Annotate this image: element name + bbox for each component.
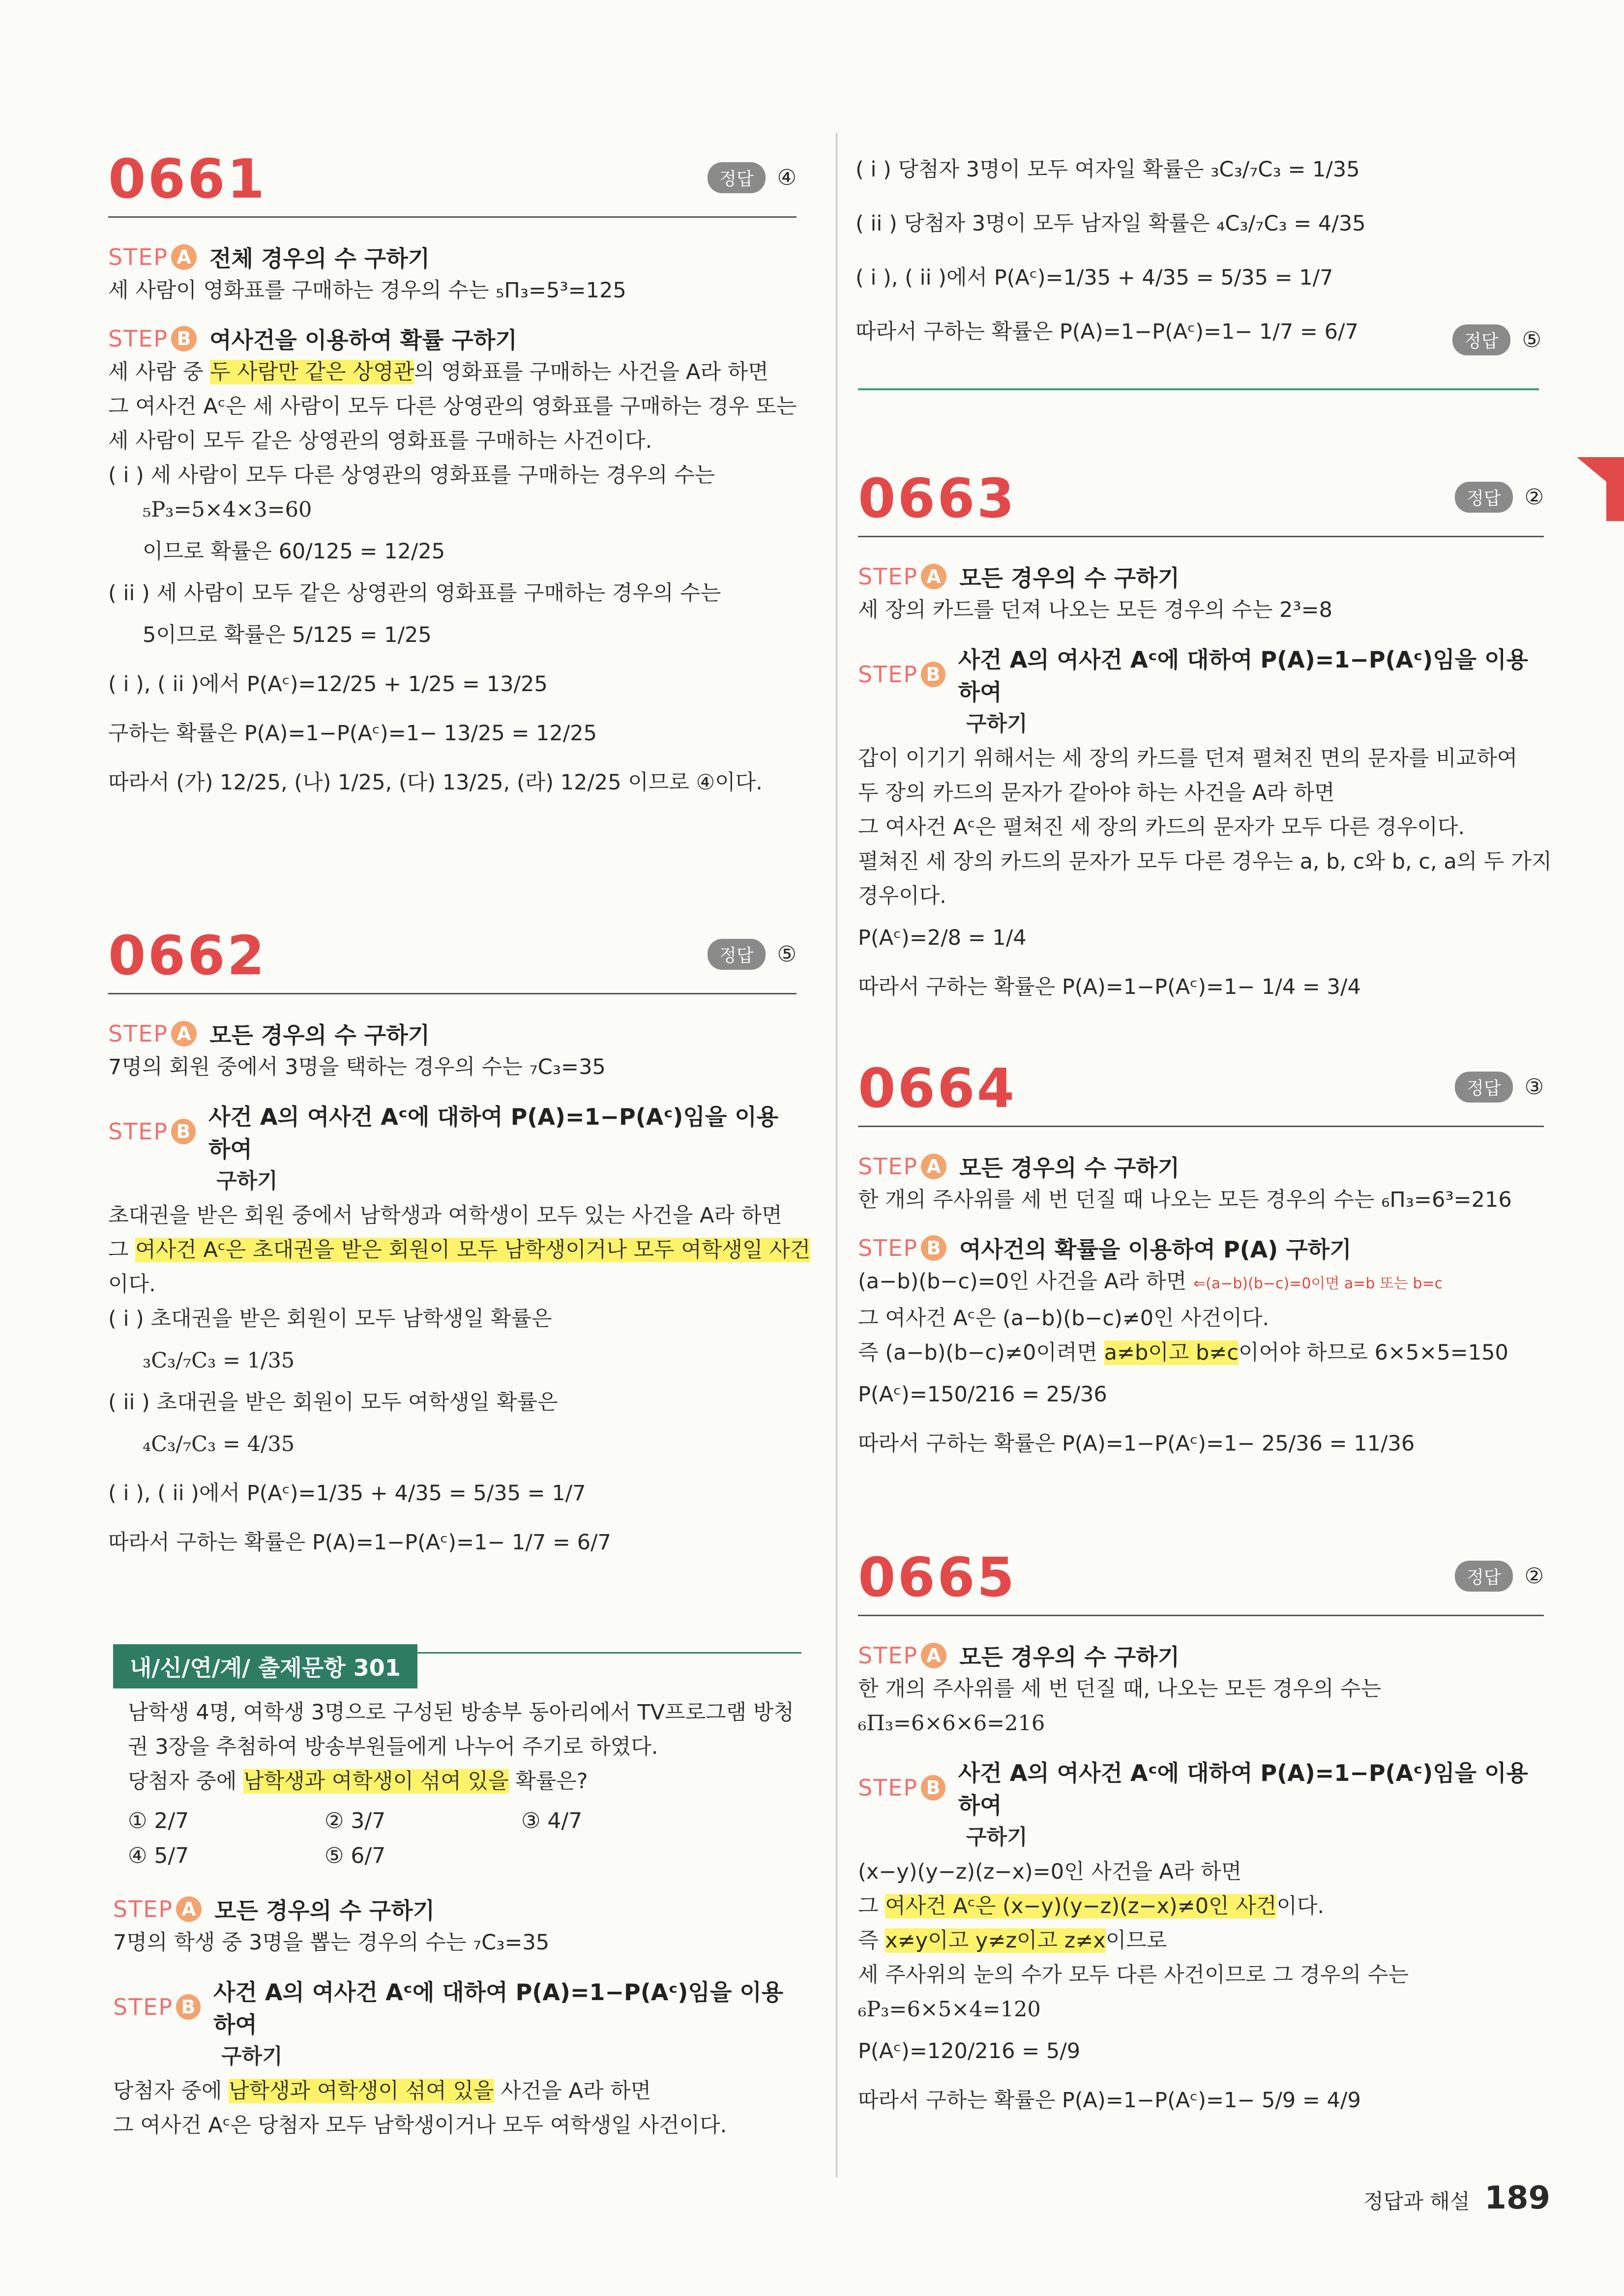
step-letter: A (921, 1154, 946, 1179)
step-title-cont: 구하기 (221, 2044, 283, 2069)
problem-0664 (858, 1057, 1544, 1456)
question-body (113, 1695, 801, 1868)
step-title-cont: 구하기 (966, 1825, 1028, 1850)
problem-rule (858, 536, 1544, 537)
text: 의 영화표를 구매하는 사건을 A라 하면 (414, 360, 768, 384)
solution-line: ( ii ) 당첨자 3명이 모두 남자일 확률은 ₄C₃/₇C₃ = 4/35 (856, 211, 1366, 236)
solution-line: 갑이 이기기 위해서는 세 장의 카드를 던져 펼쳐진 면의 문자를 비교하여 (858, 746, 1518, 771)
choices-row-2 (128, 1843, 801, 1868)
text: 사건을 A라 하면 (494, 2079, 651, 2103)
solution-line: 경우이다. (858, 884, 946, 908)
solution-line: 7명의 학생 중 3명을 뽑는 경우의 수는 ₇C₃=35 (113, 1930, 550, 1955)
box-solution (113, 1893, 801, 2143)
solution-body (858, 1625, 1544, 2125)
solution-line: 초대권을 받은 회원 중에서 남학생과 여학생이 모두 있는 사건을 A라 하면 (108, 1203, 782, 1228)
text: 즉 (a−b)(b−c)≠0이려면 (858, 1340, 1104, 1365)
highlight: a≠b이고 b≠c (1104, 1340, 1239, 1365)
page-number: 189 (1484, 2180, 1550, 2216)
step-a (113, 1893, 801, 1925)
answer-value: ③ (1524, 1075, 1544, 1100)
solution-line (858, 1923, 1544, 1958)
problem-number: 0663 (858, 467, 1017, 530)
solution-line: 따라서 구하는 확률은 P(A)=1−P(Aᶜ)=1− 1/4 = 3/4 (858, 975, 1361, 999)
solution-line: 따라서 구하는 확률은 P(A)=1−P(Aᶜ)=1− 1/7 = 6/7 (108, 1530, 611, 1555)
solution-line: P(Aᶜ)=120/216 = 5/9 (858, 2039, 1081, 2063)
step-tag: STEP (858, 1153, 918, 1180)
answer-badge: 정답 (708, 162, 766, 193)
solution-line: 세 사람이 모두 같은 상영관의 영화표를 구매하는 사건이다. (108, 429, 652, 453)
step-b (858, 1232, 1544, 1264)
solution-line: 따라서 구하는 확률은 P(A)=1−P(Aᶜ)=1− 25/36 = 11/36 (858, 1431, 1415, 1456)
step-a (858, 1150, 1544, 1183)
text: 이어야 하므로 6×5×5=150 (1239, 1340, 1508, 1365)
step-a (858, 1639, 1544, 1672)
problem-rule (108, 993, 797, 994)
solution-line: 펼쳐진 세 장의 카드의 문자가 모두 다른 경우는 a, b, c와 b, c, a의 두 가지 (858, 849, 1552, 874)
step-letter: A (176, 1896, 202, 1922)
solution-line: ( i ), ( ii )에서 P(Aᶜ)=1/35 + 4/35 = 5/35 = 1/7 (856, 265, 1333, 290)
text: 그 (858, 1894, 886, 1918)
problem-number: 0661 (108, 147, 267, 210)
answer-label (1452, 324, 1541, 355)
step-b (108, 322, 797, 355)
solution-line: P(Aᶜ)=2/8 = 1/4 (858, 926, 1027, 950)
problem-0665 (858, 1546, 1544, 2113)
solution-body (108, 1003, 811, 1567)
choices-row-1 (128, 1808, 801, 1833)
step-tag: STEP (858, 563, 918, 590)
solution-line (858, 1264, 1544, 1301)
problem-rule (108, 216, 797, 218)
question-line: 권 3장을 추첨하여 방송부원들에게 나누어 주기로 하였다. (128, 1735, 658, 1759)
solution-line: 세 주사위의 눈의 수가 모두 다른 사건이므로 그 경우의 수는 (858, 1963, 1409, 1987)
answer-value: ⑤ (1522, 327, 1541, 352)
solution-line: 5이므로 확률은 5/125 = 1/25 (143, 623, 432, 647)
chapter-tab-marker (1606, 457, 1624, 521)
solution-line: ₆P₃=6×5×4=120 (858, 1997, 1041, 2022)
step-title: 전체 경우의 수 구하기 (209, 245, 430, 272)
step-letter: B (171, 1119, 196, 1144)
solution-line: 그 여사건 Aᶜ은 당첨자 모두 남학생이거나 모두 여학생일 사건이다. (113, 2113, 727, 2138)
text: 즉 (858, 1928, 886, 1953)
choice-4: ④ 5/7 (128, 1843, 189, 1868)
step-b (858, 1755, 1544, 1820)
chapter-tab-notch (1577, 457, 1606, 482)
answer-label (1455, 1561, 1544, 1592)
text: 세 사람 중 (108, 360, 210, 384)
page-footer (1363, 2180, 1550, 2216)
solution-line: 세 사람이 영화표를 구매하는 경우의 수는 ₅Π₃=5³=125 (108, 278, 626, 303)
step-letter: B (921, 662, 945, 687)
step-tag: STEP (858, 1774, 918, 1801)
step-title: 모든 경우의 수 구하기 (959, 1644, 1180, 1670)
step-a (108, 1017, 797, 1050)
solution-line: 두 장의 카드의 문자가 같아야 하는 사건을 A라 하면 (858, 781, 1335, 805)
highlight: 남학생과 여학생이 섞여 있을 (243, 1769, 509, 1794)
choice-3: ③ 4/7 (521, 1808, 583, 1833)
step-tag: STEP (108, 1118, 169, 1145)
step-title: 모든 경우의 수 구하기 (209, 1022, 430, 1048)
solution-line: ₃C₃/₇C₃ = 1/35 (143, 1348, 295, 1373)
solution-line: 그 여사건 Aᶜ은 펼쳐진 세 장의 카드의 문자가 모두 다른 경우이다. (858, 815, 1465, 840)
solution-line: 한 개의 주사위를 세 번 던질 때 나오는 모든 경우의 수는 ₆Π₃=6³=216 (858, 1188, 1512, 1212)
highlight: 여사건 Aᶜ은 (x−y)(y−z)(z−x)≠0인 사건 (885, 1894, 1277, 1918)
solution-line (108, 355, 797, 389)
step-title: 여사건의 확률을 이용하여 P(A) 구하기 (959, 1236, 1352, 1263)
section-divider (858, 388, 1539, 390)
text: 이다. (1276, 1894, 1325, 1918)
problem-rule (858, 1615, 1544, 1616)
highlight: 두 사람만 같은 상영관 (210, 360, 414, 384)
step-b (113, 1975, 801, 2039)
step-letter: B (921, 1235, 946, 1261)
related-exam-problem-301 (113, 1644, 801, 2143)
solution-line: 구하는 확률은 P(A)=1−P(Aᶜ)=1− 13/25 = 12/25 (108, 721, 597, 746)
problem-rule (858, 1126, 1544, 1127)
solution-line: 이므로 확률은 60/125 = 12/25 (143, 539, 445, 564)
answer-badge: 정답 (708, 939, 766, 970)
step-title: 모든 경우의 수 구하기 (214, 1897, 435, 1924)
solution-line: ( i ) 당첨자 3명이 모두 여자일 확률은 ₃C₃/₇C₃ = 1/35 (856, 157, 1360, 182)
solution-line: ₅P₃=5×4×3=60 (143, 497, 312, 522)
highlight: 남학생과 여학생이 섞여 있을 (229, 2079, 494, 2103)
solution-line: ( i ) 세 사람이 모두 다른 상영관의 영화표를 구매하는 경우의 수는 (108, 463, 715, 488)
text: 그 (108, 1238, 136, 1262)
step-title: 모든 경우의 수 구하기 (959, 1155, 1180, 1181)
solution-body (858, 546, 1552, 1012)
solution-line: ( i ) 초대권을 받은 회원이 모두 남학생일 확률은 (108, 1307, 552, 1331)
step-tag: STEP (108, 244, 169, 270)
step-title: 사건 A의 여사건 Aᶜ에 대하여 P(A)=1−P(Aᶜ)임을 이용하여 (208, 1104, 779, 1163)
solution-line: ( ii ) 초대권을 받은 회원이 모두 여학생일 확률은 (108, 1390, 558, 1415)
solution-line: 따라서 (가) 12/25, (나) 1/25, (다) 13/25, (라) 12/25 이므로 ④이다. (108, 770, 763, 795)
side-note: ⇐(a−b)(b−c)=0이면 a=b 또는 b=c (1193, 1275, 1443, 1292)
text: 당첨자 중에 (128, 1769, 244, 1794)
answer-badge: 정답 (1455, 1561, 1513, 1592)
solution-line: 그 여사건 Aᶜ은 (a−b)(b−c)≠0인 사건이다. (858, 1306, 1270, 1331)
step-letter: A (171, 244, 197, 270)
solution-line: ( ii ) 세 사람이 모두 같은 상영관의 영화표를 구매하는 경우의 수는 (108, 581, 721, 606)
step-a (858, 560, 1544, 593)
solution-line (108, 1233, 811, 1267)
solution-line: 한 개의 주사위를 세 번 던질 때, 나오는 모든 경우의 수는 (858, 1677, 1382, 1701)
problem-0662 (108, 924, 811, 1555)
step-a (108, 241, 797, 273)
step-b (108, 1099, 797, 1164)
highlight: x≠y이고 y≠z이고 z≠x (885, 1928, 1106, 1953)
step-title-cont: 구하기 (966, 712, 1028, 736)
step-letter: B (171, 326, 197, 351)
solution-line (858, 1889, 1544, 1923)
step-title-cont: 구하기 (216, 1169, 278, 1193)
answer-badge: 정답 (1455, 482, 1513, 513)
problem-number: 0665 (858, 1546, 1017, 1609)
solution-line: 따라서 구하는 확률은 P(A)=1−P(Aᶜ)=1− 1/7 = 6/7 (856, 320, 1358, 344)
solution-line: 그 여사건 Aᶜ은 세 사람이 모두 다른 상영관의 영화표를 구매하는 경우 또는 (108, 394, 797, 419)
choice-2: ② 3/7 (325, 1808, 386, 1833)
problem-0661 (108, 147, 797, 795)
answer-value: ⑤ (777, 942, 797, 967)
solution-line: ₄C₃/₇C₃ = 4/35 (143, 1432, 295, 1456)
step-tag: STEP (108, 1020, 169, 1047)
step-tag: STEP (858, 1235, 918, 1261)
step-tag: STEP (108, 325, 169, 352)
solution-line: 7명의 회원 중에서 3명을 택하는 경우의 수는 ₇C₃=35 (108, 1055, 606, 1079)
answer-label (708, 162, 797, 193)
highlight: 여사건 Aᶜ은 초대권을 받은 회원이 모두 남학생이거나 모두 여학생일 사건 (135, 1238, 811, 1262)
footer-label: 정답과 해설 (1363, 2189, 1470, 2213)
solution-line: ( i ), ( ii )에서 P(Aᶜ)=12/25 + 1/25 = 13/25 (108, 672, 548, 697)
solution-body (108, 226, 797, 807)
step-letter: A (921, 564, 946, 589)
step-letter: B (921, 1775, 945, 1801)
solution-line: 이다. (108, 1272, 156, 1297)
answer-value: ④ (777, 165, 797, 190)
answer-badge: 정답 (1455, 1072, 1513, 1103)
step-letter: A (171, 1021, 197, 1046)
choice-1: ① 2/7 (128, 1808, 189, 1833)
step-title: 여사건을 이용하여 확률 구하기 (209, 327, 517, 353)
step-title: 사건 A의 여사건 Aᶜ에 대하여 P(A)=1−P(Aᶜ)임을 이용하여 (213, 1979, 784, 2038)
answer-label (708, 939, 797, 970)
answer-label (1455, 1072, 1544, 1103)
solution-line: ( i ), ( ii )에서 P(Aᶜ)=1/35 + 4/35 = 5/35 = 1/7 (108, 1481, 586, 1506)
box301-solution-continued (856, 143, 1541, 359)
problem-number: 0664 (858, 1057, 1017, 1120)
answer-value: ② (1524, 485, 1544, 510)
step-tag: STEP (113, 1896, 174, 1922)
step-title: 모든 경우의 수 구하기 (959, 565, 1180, 591)
step-letter: B (176, 1994, 201, 2020)
answer-badge: 정답 (1452, 324, 1510, 355)
question-line (128, 1764, 801, 1799)
solution-line: P(Aᶜ)=150/216 = 25/36 (858, 1382, 1107, 1407)
problem-number: 0662 (108, 924, 267, 987)
solution-line: (x−y)(y−z)(z−x)=0인 사건을 A라 하면 (858, 1860, 1242, 1884)
solution-line (858, 1336, 1544, 1370)
text: 확률은? (508, 1769, 588, 1794)
step-tag: STEP (858, 661, 918, 688)
step-letter: A (921, 1643, 946, 1668)
step-tag: STEP (113, 1994, 174, 2020)
solution-line: 따라서 구하는 확률은 P(A)=1−P(Aᶜ)=1− 5/9 = 4/9 (858, 2088, 1361, 2113)
text: (a−b)(b−c)=0인 사건을 A라 하면 (858, 1269, 1187, 1294)
step-title: 사건 A의 여사건 Aᶜ에 대하여 P(A)=1−P(Aᶜ)임을 이용하여 (958, 646, 1528, 705)
question-line: 남학생 4명, 여학생 3명으로 구성된 방송부 동아리에서 TV프로그램 방청 (128, 1700, 794, 1725)
text: 당첨자 중에 (113, 2079, 229, 2103)
solution-line: ₆Π₃=6×6×6=216 (858, 1711, 1045, 1736)
box-header: 내/신/연/계/ 출제문항 301 (113, 1644, 417, 1688)
step-tag: STEP (858, 1642, 918, 1669)
text: 이므로 (1105, 1928, 1167, 1953)
answer-value: ② (1524, 1564, 1544, 1589)
choice-5: ⑤ 6/7 (325, 1843, 386, 1868)
problem-0663 (858, 467, 1552, 999)
step-title: 사건 A의 여사건 Aᶜ에 대하여 P(A)=1−P(Aᶜ)임을 이용하여 (958, 1760, 1528, 1819)
solution-line (113, 2074, 801, 2108)
step-b (858, 642, 1544, 707)
solution-line: 세 장의 카드를 던져 나오는 모든 경우의 수는 2³=8 (858, 598, 1333, 622)
answer-label (1455, 482, 1544, 513)
solution-body (858, 1135, 1544, 1468)
column-divider (836, 133, 837, 2178)
